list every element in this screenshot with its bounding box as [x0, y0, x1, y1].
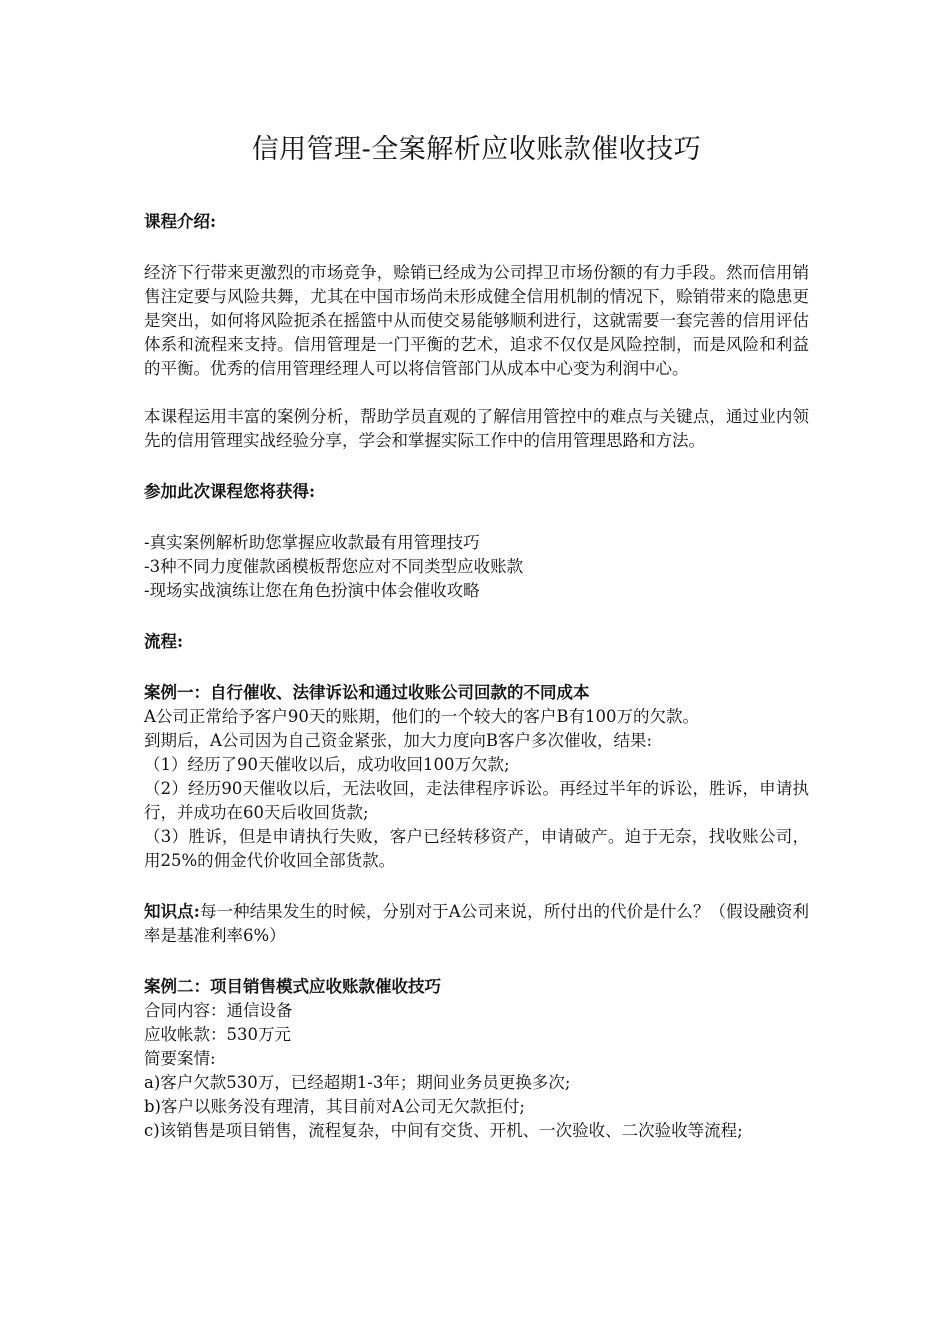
case-1-line: A公司正常给予客户90天的账期，他们的一个较大的客户B有100万的欠款。 — [144, 707, 700, 726]
case-2-line: 合同内容：通信设备 — [144, 1001, 293, 1020]
case-2-line: b)客户以账务没有理清，其目前对A公司无欠款拒付; — [144, 1097, 525, 1116]
case-2 — [144, 975, 809, 1143]
knowledge-point — [144, 900, 809, 948]
benefits-heading: 参加此次课程您将获得: — [144, 482, 316, 501]
case-2-line: 简要案情: — [144, 1049, 216, 1068]
knowledge-point-label: 知识点: — [144, 902, 200, 921]
process-heading: 流程: — [144, 632, 184, 651]
case-1-line: （3）胜诉，但是申请执行失败，客户已经转移资产，申请破产。迫于无奈，找收账公司，用25%的佣金代价收回全部货款。 — [144, 827, 809, 870]
page-title: 信用管理-全案解析应收账款催收技巧 — [251, 134, 702, 165]
benefits-list — [144, 531, 809, 603]
case-1-heading: 案例一：自行催收、法律诉讼和通过收账公司回款的不同成本 — [144, 683, 590, 702]
benefit-item: -现场实战演练让您在角色扮演中体会催收攻略 — [144, 581, 480, 600]
case-2-line: 应收帐款：530万元 — [144, 1025, 291, 1044]
benefit-item: -真实案例解析助您掌握应收款最有用管理技巧 — [144, 533, 480, 552]
intro-heading: 课程介绍: — [144, 212, 217, 231]
case-2-heading: 案例二：项目销售模式应收账款催收技巧 — [144, 977, 441, 996]
case-1 — [144, 681, 809, 873]
knowledge-point-text: 每一种结果发生的时候，分别对于A公司来说，所付出的代价是什么？（假设融资利率是基准利率6%） — [144, 902, 809, 945]
document-body — [144, 128, 809, 1143]
case-1-line: （1）经历了90天催收以后，成功收回100万欠款; — [144, 755, 510, 774]
case-2-line: a)客户欠款530万，已经超期1-3年；期间业务员更换多次; — [144, 1073, 571, 1092]
case-1-line: （2）经历90天催收以后，无法收回，走法律程序诉讼。再经过半年的诉讼，胜诉，申请执行，并成功在60天后收回货款; — [144, 779, 809, 822]
case-2-line: c)该销售是项目销售，流程复杂，中间有交货、开机、一次验收、二次验收等流程; — [144, 1121, 743, 1140]
case-1-line: 到期后，A公司因为自己资金紧张，加大力度向B客户多次催收，结果: — [144, 731, 653, 750]
intro-paragraph-1: 经济下行带来更激烈的市场竞争，赊销已经成为公司捍卫市场份额的有力手段。然而信用销售注定要与风险共舞，尤其在中国市场尚未形成健全信用机制的情况下，赊销带来的隐患更是突出，如何将风险扼杀在摇篮中从而使交易能够顺利进行，这就需要一套完善的信用评估体系和流程来支持。信用管理是一门平衡的艺术，追求不仅仅是风险控制，而是风险和利益的平衡。优秀的信用管理经理人可以将信管部门从成本中心变为利润中心。 — [144, 263, 809, 378]
intro-paragraph-2: 本课程运用丰富的案例分析，帮助学员直观的了解信用管控中的难点与关键点，通过业内领先的信用管理实战经验分享，学会和掌握实际工作中的信用管理思路和方法。 — [144, 407, 809, 450]
benefit-item: -3种不同力度催款函模板帮您应对不同类型应收账款 — [144, 557, 524, 576]
